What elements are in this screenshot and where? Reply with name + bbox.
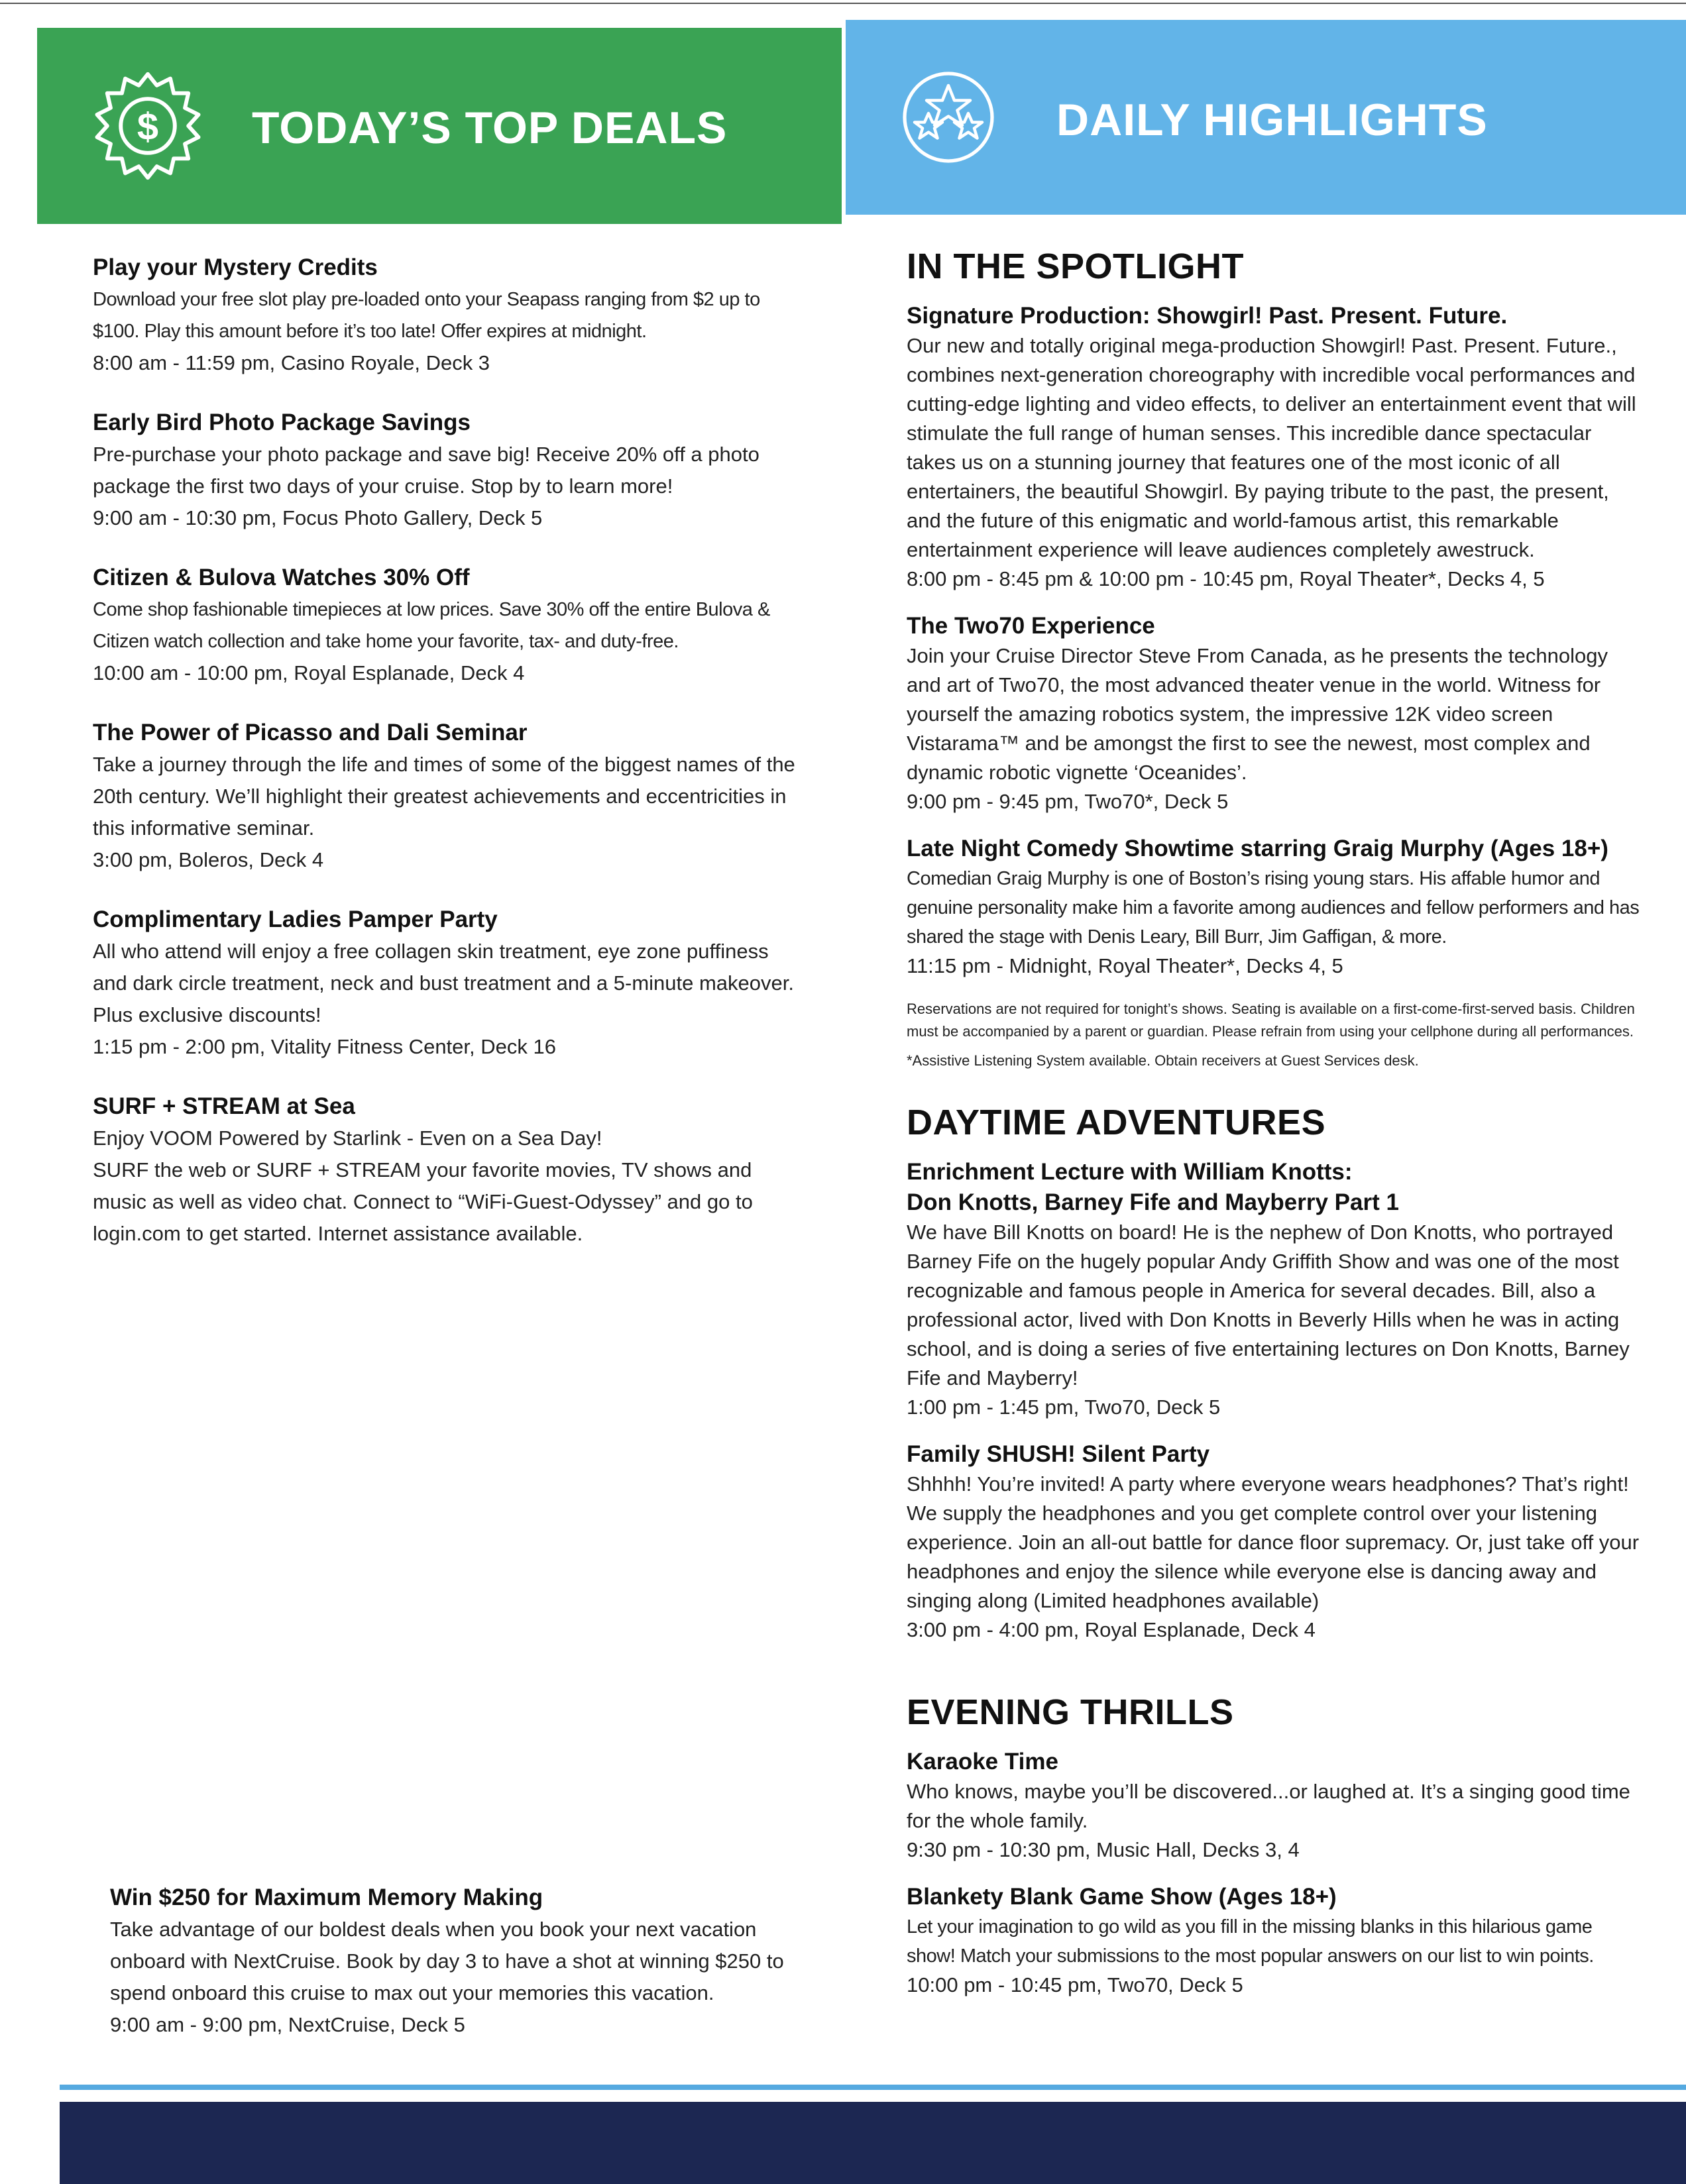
deal-time: 8:00 am - 11:59 pm, Casino Royale, Deck 3 (93, 351, 490, 374)
deal-description-continued: SURF the web or SURF + STREAM your favorite movies, TV shows and music as well as video chat. Connect to “WiFi-Guest-Odyssey” and go to login.com to get started. Internet assistance available. (93, 1158, 753, 1245)
deal-title: The Power of Picasso and Dali Seminar (93, 720, 528, 745)
event-title: Late Night Comedy Showtime starring Graig Murphy (Ages 18+) (907, 836, 1608, 861)
event-time: 10:00 pm - 10:45 pm, Two70, Deck 5 (907, 1973, 1243, 1996)
bottom-deal (110, 1882, 819, 2041)
stars-circle-icon (899, 68, 998, 167)
deal-title: Citizen & Bulova Watches 30% Off (93, 565, 470, 590)
event-item (907, 1157, 1642, 1422)
event-item (907, 301, 1642, 594)
deal-time: 9:00 am - 10:30 pm, Focus Photo Gallery, Deck 5 (93, 506, 543, 529)
event-item (907, 1439, 1642, 1645)
daily-highlights-title: DAILY HIGHLIGHTS (1056, 95, 1488, 145)
deal-item (93, 407, 802, 534)
deal-time: 1:15 pm - 2:00 pm, Vitality Fitness Center, Deck 16 (93, 1035, 556, 1058)
event-time: 1:00 pm - 1:45 pm, Two70, Deck 5 (907, 1395, 1221, 1419)
svg-text:$: $ (137, 105, 159, 148)
event-time: 8:00 pm - 8:45 pm & 10:00 pm - 10:45 pm, Royal Theater*, Decks 4, 5 (907, 567, 1545, 590)
event-title: Signature Production: Showgirl! Past. Present. Future. (907, 303, 1508, 329)
deal-item (93, 904, 802, 1063)
event-item (907, 1882, 1642, 2000)
deal-description: Take advantage of our boldest deals when you book your next vacation onboard with NextCruise. Book by day 3 to have a shot at winning $250 to spend onboard this cruise to max out your memories this vacation. (110, 1918, 784, 2004)
event-description: Let your imagination to go wild as you fill in the missing blanks in this hilarious game show! Match your submissions to the most popular answers on our list to win points. (907, 1916, 1594, 1967)
deal-time: 3:00 pm, Boleros, Deck 4 (93, 848, 324, 871)
reservation-note: Reservations are not required for tonight’s shows. Seating is available on a first-come-first-served basis. Children must be accompanied by a parent or guardian. Please refrain from using your cellphone during all performances. (907, 1001, 1635, 1040)
event-description: Shhhh! You’re invited! A party where everyone wears headphones? That’s right! We supply the headphones and you get complete control over your listening experience. Join an all-out battle for dance floor supremacy. Or, just take off your headphones and enjoy the silence while everyone else is dancing away and singing along (Limited headphones available) (907, 1472, 1640, 1612)
deal-time: 9:00 am - 9:00 pm, NextCruise, Deck 5 (110, 2013, 465, 2036)
event-time: 3:00 pm - 4:00 pm, Royal Esplanade, Deck 4 (907, 1618, 1316, 1641)
event-title: The Two70 Experience (907, 613, 1155, 639)
event-description: Comedian Graig Murphy is one of Boston’s rising young stars. His affable humor and genuine personality make him a favorite among audiences and fellow performers and has shared the stage with Denis Leary, Bill Burr, Jim Gaffigan, & more. (907, 868, 1640, 948)
footer-accent-line (60, 2085, 1686, 2090)
event-item (907, 611, 1642, 816)
event-description: Join your Cruise Director Steve From Canada, as he presents the technology and art of Two70, the most advanced theater venue in the world. Witness for yourself the amazing robotics system, the impressive 12K video screen Vistarama™ and be amongst the first to see the newest, most complex and dynamic robotic vignette ‘Oceanides’. (907, 644, 1608, 784)
event-title: Enrichment Lecture with William Knotts: (907, 1159, 1353, 1185)
event-subtitle: Don Knotts, Barney Fife and Mayberry Part 1 (907, 1189, 1399, 1215)
top-rule (0, 3, 1686, 4)
daily-highlights-banner (846, 20, 1686, 215)
section-heading-spotlight: IN THE SPOTLIGHT (907, 246, 1245, 286)
section-heading-evening: EVENING THRILLS (907, 1692, 1234, 1732)
deal-description: Enjoy VOOM Powered by Starlink - Even on a Sea Day! (93, 1126, 602, 1150)
deal-title: Complimentary Ladies Pamper Party (93, 906, 498, 932)
deal-description: Come shop fashionable timepieces at low prices. Save 30% off the entire Bulova & Citizen watch collection and take home your favorite, tax- and duty-free. (93, 599, 770, 652)
event-time: 11:15 pm - Midnight, Royal Theater*, Decks 4, 5 (907, 954, 1343, 977)
deal-title: SURF + STREAM at Sea (93, 1093, 355, 1119)
event-title: Family SHUSH! Silent Party (907, 1441, 1210, 1467)
event-description: Who knows, maybe you’ll be discovered...or laughed at. It’s a singing good time for the whole family. (907, 1780, 1630, 1832)
footer-bar (60, 2102, 1686, 2184)
event-time: 9:30 pm - 10:30 pm, Music Hall, Decks 3, 4 (907, 1838, 1300, 1861)
deal-title: Play your Mystery Credits (93, 254, 378, 280)
deal-description: Download your free slot play pre-loaded onto your Seapass ranging from $2 up to $100. Play this amount before it’s too late! Offer expires at midnight. (93, 289, 760, 342)
event-description: Our new and totally original mega-production Showgirl! Past. Present. Future., combines next-generation choreography with incredible vocal performances and cutting-edge lighting and video effects, to deliver an entertainment event that will stimulate the full range of human senses. This incredible dance spectacular takes us on a stunning journey that features one of the most iconic of all entertainers, the beautiful Showgirl. By paying tribute to the past, the present, and the future of this enigmatic and world-famous artist, this remarkable entertainment experience will leave audiences completely awestruck. (907, 334, 1636, 561)
dollar-badge-icon (91, 70, 204, 182)
event-title: Karaoke Time (907, 1749, 1058, 1774)
deal-description: All who attend will enjoy a free collagen skin treatment, eye zone puffiness and dark circle treatment, neck and bust treatment and a 5-minute makeover. Plus exclusive discounts! (93, 940, 794, 1026)
deal-item (93, 252, 802, 379)
event-item (907, 834, 1642, 981)
daily-highlights-list (907, 245, 1642, 2017)
deal-description: Pre-purchase your photo package and save big! Receive 20% off a photo package the first two days of your cruise. Stop by to learn more! (93, 443, 759, 498)
top-deals-title: TODAY’S TOP DEALS (252, 103, 728, 153)
event-title: Blankety Blank Game Show (Ages 18+) (907, 1884, 1337, 1910)
section-heading-daytime: DAYTIME ADVENTURES (907, 1103, 1326, 1142)
deal-description: Take a journey through the life and times of some of the biggest names of the 20th century. We’ll highlight their greatest achievements and eccentricities in this informative seminar. (93, 753, 795, 840)
deal-title: Win $250 for Maximum Memory Making (110, 1884, 543, 1910)
deal-item (93, 717, 802, 876)
top-deals-list (93, 252, 802, 1278)
deal-item (93, 1091, 802, 1250)
deal-title: Early Bird Photo Package Savings (93, 410, 471, 435)
assistive-listening-note: *Assistive Listening System available. Obtain receivers at Guest Services desk. (907, 1052, 1419, 1069)
deal-time: 10:00 am - 10:00 pm, Royal Esplanade, Deck 4 (93, 661, 525, 684)
event-item (907, 1747, 1642, 1865)
event-description: We have Bill Knotts on board! He is the nephew of Don Knotts, who portrayed Barney Fife on the hugely popular Andy Griffith Show and was one of the most recognizable and famous people in America for several decades. Bill, also a professional actor, lived with Don Knotts in Beverly Hills when he was in acting school, and is doing a series of five entertaining lectures on Don Knotts, Barney Fife and Mayberry! (907, 1221, 1630, 1390)
event-time: 9:00 pm - 9:45 pm, Two70*, Deck 5 (907, 790, 1229, 813)
top-deals-banner (37, 28, 842, 224)
deal-item (93, 562, 802, 689)
